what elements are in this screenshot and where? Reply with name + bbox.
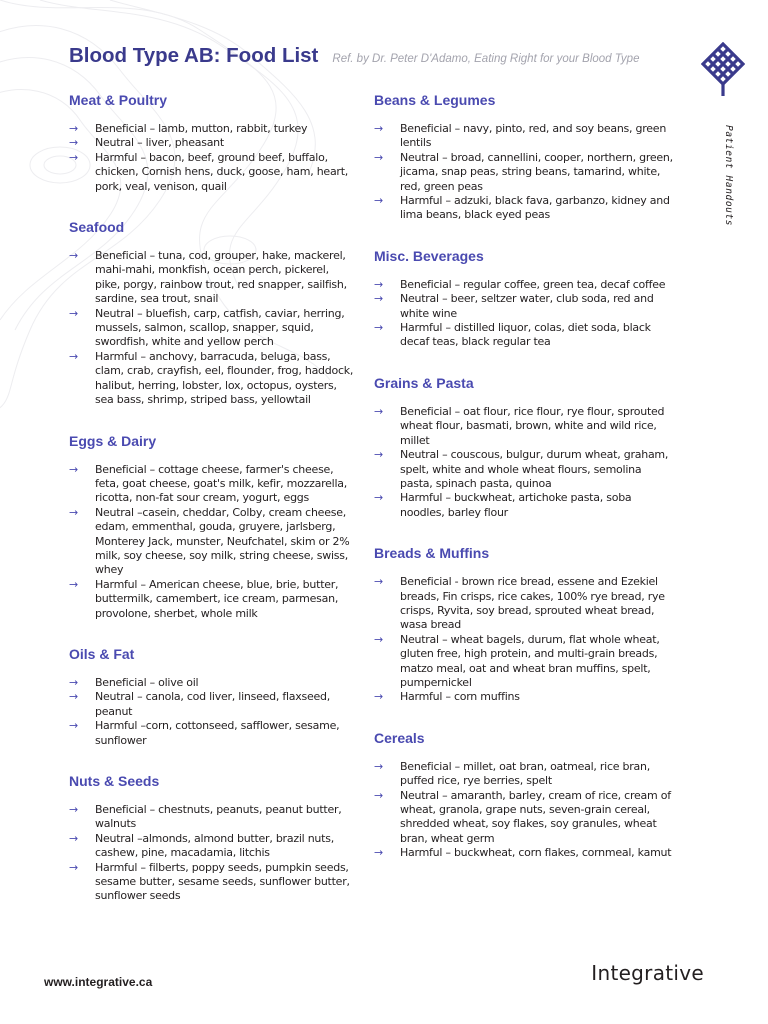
list-item — [69, 803, 354, 832]
footer-brand-logo: Integrative — [591, 961, 704, 985]
list-item-text: Beneficial – chestnuts, peanuts, peanut butter, walnuts — [95, 803, 342, 831]
arrow-right-icon: → — [69, 831, 78, 845]
right-column — [374, 92, 674, 886]
page-title: Blood Type AB: Food List — [69, 44, 319, 67]
food-list — [374, 122, 674, 223]
arrow-right-icon: → — [374, 788, 383, 802]
section-misc-beverages — [374, 248, 674, 350]
list-item — [69, 861, 354, 904]
food-list — [69, 463, 354, 621]
list-item — [374, 194, 674, 223]
arrow-right-icon: → — [374, 491, 383, 505]
food-list — [69, 676, 354, 748]
section-title: Seafood — [69, 219, 125, 236]
food-list — [374, 278, 674, 350]
food-list — [69, 249, 354, 407]
list-item-text: Beneficial – lamb, mutton, rabbit, turkey — [95, 122, 308, 135]
list-item — [69, 719, 354, 748]
section-nuts-seeds — [69, 773, 354, 904]
list-item-text: Harmful – American cheese, blue, brie, butter, buttermilk, camembert, ice cream, parmesan, provolone, sherbet, whole milk — [95, 577, 339, 620]
list-item — [374, 151, 674, 194]
arrow-right-icon: → — [69, 306, 78, 320]
list-item — [374, 491, 674, 520]
list-item — [69, 832, 354, 861]
arrow-right-icon: → — [374, 404, 383, 418]
list-item — [69, 463, 354, 506]
list-item — [69, 350, 354, 408]
list-item-text: Neutral –casein, cheddar, Colby, cream cheese, edam, emmenthal, gouda, gruyere, jarlsberg, Monterey Jack, munster, Neufchatel, skim or 2% milk, soy cheese, soy milk, string cheese, swiss, whey — [95, 505, 350, 577]
list-item-text: Beneficial – cottage cheese, farmer's cheese, feta, goat cheese, goat's milk, kefir, mozzarella, ricotta, non-fat sour cream, yogurt, eggs — [95, 462, 348, 505]
list-item — [374, 760, 674, 789]
list-item-text: Neutral – bluefish, carp, catfish, caviar, herring, mussels, salmon, scallop, snapper, squid, swordfish, white and yellow perch — [95, 306, 345, 349]
arrow-right-icon: → — [69, 690, 78, 704]
arrow-right-icon: → — [374, 632, 383, 646]
section-title: Eggs & Dairy — [69, 432, 157, 449]
arrow-right-icon: → — [69, 803, 78, 816]
arrow-right-icon: → — [69, 249, 78, 263]
arrow-right-icon: → — [69, 462, 78, 476]
arrow-right-icon: → — [69, 577, 78, 591]
food-list — [69, 122, 354, 194]
arrow-right-icon: → — [69, 122, 78, 135]
arrow-right-icon: → — [69, 150, 78, 164]
list-item — [374, 846, 674, 860]
list-item-text: Beneficial – millet, oat bran, oatmeal, rice bran, puffed rice, rye berries, spelt — [400, 759, 650, 788]
list-item — [69, 690, 354, 719]
arrow-right-icon: → — [69, 505, 78, 519]
section-title: Misc. Beverages — [374, 247, 484, 264]
arrow-right-icon: → — [69, 136, 78, 150]
food-list — [374, 760, 674, 861]
section-title: Breads & Muffins — [374, 545, 490, 562]
list-item — [69, 249, 354, 307]
list-item-text: Neutral – amaranth, barley, cream of rice, cream of wheat, granola, grape nuts, seven-grain cereal, shredded wheat, soy flakes, soy granules, wheat bran, wheat germ — [400, 788, 671, 845]
list-item — [374, 690, 674, 704]
arrow-right-icon: → — [69, 860, 78, 874]
list-item-text: Beneficial – regular coffee, green tea, decaf coffee — [400, 277, 666, 291]
arrow-right-icon: → — [69, 349, 78, 363]
header — [69, 44, 639, 68]
list-item-text: Harmful – buckwheat, corn flakes, cornmeal, kamut — [400, 846, 672, 860]
list-item — [374, 405, 674, 448]
list-item — [69, 122, 354, 136]
list-item-text: Harmful – filberts, poppy seeds, pumpkin seeds, sesame butter, sesame seeds, sunflower butter, sunflower seeds — [95, 860, 350, 903]
section-title: Beans & Legumes — [374, 92, 496, 108]
arrow-right-icon: → — [69, 719, 78, 733]
arrow-right-icon: → — [69, 675, 78, 689]
section-seafood — [69, 219, 354, 407]
list-item — [69, 506, 354, 578]
list-item — [374, 575, 674, 633]
list-item — [69, 578, 354, 621]
list-item-text: Harmful – distilled liquor, colas, diet soda, black decaf teas, black regular tea — [400, 321, 651, 349]
list-item — [374, 321, 674, 350]
arrow-right-icon: → — [374, 150, 383, 164]
list-item-text: Harmful – bacon, beef, ground beef, buffalo, chicken, Cornish hens, duck, goose, ham, heart, pork, veal, venison, quail — [95, 150, 349, 193]
section-cereals — [374, 730, 674, 861]
food-list — [69, 803, 354, 904]
side-label: Patient Handouts — [723, 125, 734, 227]
list-item-text: Neutral – wheat bagels, durum, flat whole wheat, gluten free, high protein, and multi-grain breads, matzo meal, oat and wheat bran muffins, spelt, pumpernickel — [400, 632, 660, 689]
list-item-text: Neutral – canola, cod liver, linseed, flaxseed, peanut — [95, 690, 331, 718]
arrow-right-icon: → — [374, 846, 383, 860]
arrow-right-icon: → — [374, 575, 383, 589]
section-title: Nuts & Seeds — [69, 773, 160, 789]
section-title: Cereals — [374, 729, 425, 746]
list-item — [374, 278, 674, 292]
section-eggs-dairy — [69, 433, 354, 621]
section-title: Grains & Pasta — [374, 374, 474, 391]
arrow-right-icon: → — [374, 292, 383, 306]
section-beans-legumes — [374, 92, 674, 223]
reference-note: Ref. by Dr. Peter D'Adamo, Eating Right for your Blood Type — [332, 53, 640, 65]
list-item — [69, 151, 354, 194]
list-item-text: Harmful – adzuki, black fava, garbanzo, kidney and lima beans, black eyed peas — [400, 194, 670, 222]
list-item-text: Beneficial – olive oil — [95, 675, 199, 689]
arrow-right-icon: → — [374, 194, 383, 208]
list-item-text: Beneficial - brown rice bread, essene and Ezekiel breads, Fin crisps, rice cakes, 100% rye bread, rye crisps, Ryvita, soy bread, sprouted wheat bread, wasa bread — [400, 575, 665, 632]
left-column — [69, 92, 354, 929]
section-title: Meat & Poultry — [69, 92, 168, 108]
arrow-right-icon: → — [374, 277, 383, 291]
endless-knot-logo-icon — [701, 42, 745, 98]
arrow-right-icon: → — [374, 759, 383, 773]
arrow-right-icon: → — [374, 122, 383, 135]
arrow-right-icon: → — [374, 448, 383, 462]
list-item — [374, 789, 674, 847]
list-item — [374, 633, 674, 691]
footer-website-link[interactable]: www.integrative.ca — [44, 975, 153, 989]
section-breads-muffins — [374, 545, 674, 705]
section-title: Oils & Fat — [69, 645, 135, 662]
food-list — [374, 575, 674, 705]
list-item-text: Harmful – anchovy, barracuda, beluga, bass, clam, crab, crayfish, eel, flounder, frog, haddock, halibut, herring, lobster, lox, octopus, oysters, sea bass, shrimp, striped bass, yellowtail — [95, 349, 354, 407]
list-item — [374, 448, 674, 491]
list-item-text: Harmful –corn, cottonseed, safflower, sesame, sunflower — [95, 719, 340, 747]
list-item-text: Neutral – liver, pheasant — [95, 136, 224, 150]
list-item — [69, 307, 354, 350]
list-item-text: Beneficial – oat flour, rice flour, rye flour, sprouted wheat flour, basmati, brown, white and wild rice, millet — [400, 404, 665, 447]
list-item-text: Beneficial – tuna, cod, grouper, hake, mackerel, mahi-mahi, monkfish, ocean perch, pickerel, pike, porgy, rainbow trout, red snapper, sailfish, sardine, sea trout, snail — [95, 249, 347, 306]
arrow-right-icon: → — [374, 690, 383, 704]
section-meat-poultry — [69, 92, 354, 194]
section-grains-pasta — [374, 375, 674, 520]
arrow-right-icon: → — [374, 321, 383, 335]
list-item — [374, 122, 674, 151]
food-list — [374, 405, 674, 520]
section-oils-fat — [69, 646, 354, 748]
list-item-text: Neutral – couscous, bulgur, durum wheat, graham, spelt, white and whole wheat flours, semolina pasta, spinach pasta, quinoa — [400, 448, 669, 490]
list-item-text: Neutral –almonds, almond butter, brazil nuts, cashew, pine, macadamia, litchis — [95, 831, 334, 860]
list-item — [69, 676, 354, 690]
list-item-text: Harmful – buckwheat, artichoke pasta, soba noodles, barley flour — [400, 491, 632, 519]
list-item-text: Beneficial – navy, pinto, red, and soy beans, green lentils — [400, 122, 667, 150]
list-item-text: Neutral – broad, cannellini, cooper, northern, green, jicama, snap peas, string beans, tamarind, white, red, green peas — [400, 150, 673, 193]
list-item-text: Neutral – beer, seltzer water, club soda, red and white wine — [400, 292, 654, 320]
list-item — [69, 136, 354, 150]
list-item-text: Harmful – corn muffins — [400, 690, 520, 704]
list-item — [374, 292, 674, 321]
